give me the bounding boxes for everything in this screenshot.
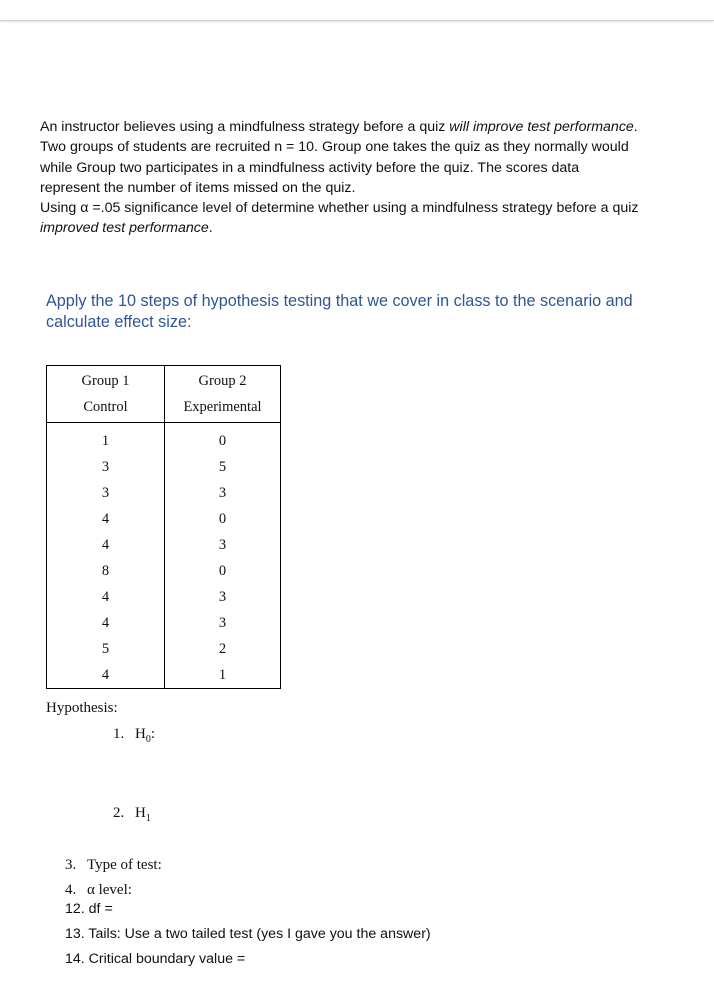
problem-statement (40, 117, 680, 239)
instruction-heading: Apply the 10 steps of hypothesis testing that we cover in class to the scenario and calculate effect size: (46, 292, 633, 331)
problem-line-2: Two groups of students are recruited n = 10. Group one takes the quiz as they normally would (40, 139, 629, 156)
step-12-df: 12. df = (65, 901, 113, 917)
table-row (47, 506, 281, 532)
problem-line-3: while Group two participates in a mindfulness activity before the quiz. The scores data (40, 159, 580, 176)
group-2-score: 2 (165, 636, 281, 662)
group-2-score: 0 (165, 506, 281, 532)
header-group-1: Group 1 Control (47, 366, 165, 423)
step-4-alpha-level: 4. α level: (65, 882, 132, 898)
step-3-type-of-test: 3. Type of test: (65, 857, 162, 873)
group-1-score: 3 (47, 454, 165, 480)
table-row (47, 480, 281, 506)
group-1-score: 4 (47, 532, 165, 558)
step-14-critical-value: 14. Critical boundary value = (65, 951, 246, 967)
table-row (47, 584, 281, 610)
group-2-score: 1 (165, 662, 281, 689)
table-row (47, 558, 281, 584)
group-2-score: 3 (165, 584, 281, 610)
problem-line-5: Using α =.05 significance level of determine whether using a mindfulness strategy before a quiz (40, 200, 639, 217)
group-1-score: 5 (47, 636, 165, 662)
group-2-score: 3 (165, 480, 281, 506)
group-1-score: 4 (47, 610, 165, 636)
null-hypothesis: 1. $H_0$: (113, 726, 156, 745)
group-1-score: 4 (47, 584, 165, 610)
group-2-score: 3 (165, 532, 281, 558)
table-row (47, 454, 281, 480)
hypothesis-label: Hypothesis: (46, 700, 118, 716)
group-1-score: 4 (47, 506, 165, 532)
group-1-score: 8 (47, 558, 165, 584)
table-row (47, 636, 281, 662)
problem-line-1: An instructor believes using a mindfulness strategy before a quiz will improve test performance. (40, 119, 638, 135)
top-toolbar (0, 0, 714, 21)
scores-table (46, 365, 281, 689)
table-row (47, 532, 281, 558)
group-2-score: 5 (165, 454, 281, 480)
step-13-tails: 13. Tails: Use a two tailed test (yes I gave you the answer) (65, 926, 431, 942)
group-1-score: 3 (47, 480, 165, 506)
table-row (47, 423, 281, 455)
header-group-2: Group 2 Experimental (165, 366, 281, 423)
table-row (47, 662, 281, 689)
group-2-score: 0 (165, 558, 281, 584)
table-row (47, 610, 281, 636)
group-2-score: 3 (165, 610, 281, 636)
group-2-score: 0 (165, 423, 281, 455)
problem-line-4: represent the number of items missed on the quiz. (40, 179, 356, 196)
alternative-hypothesis: 2. $H_1$ (113, 805, 151, 824)
group-1-score: 1 (47, 423, 165, 455)
group-1-score: 4 (47, 662, 165, 689)
problem-line-6: improved test performance. (40, 220, 213, 237)
